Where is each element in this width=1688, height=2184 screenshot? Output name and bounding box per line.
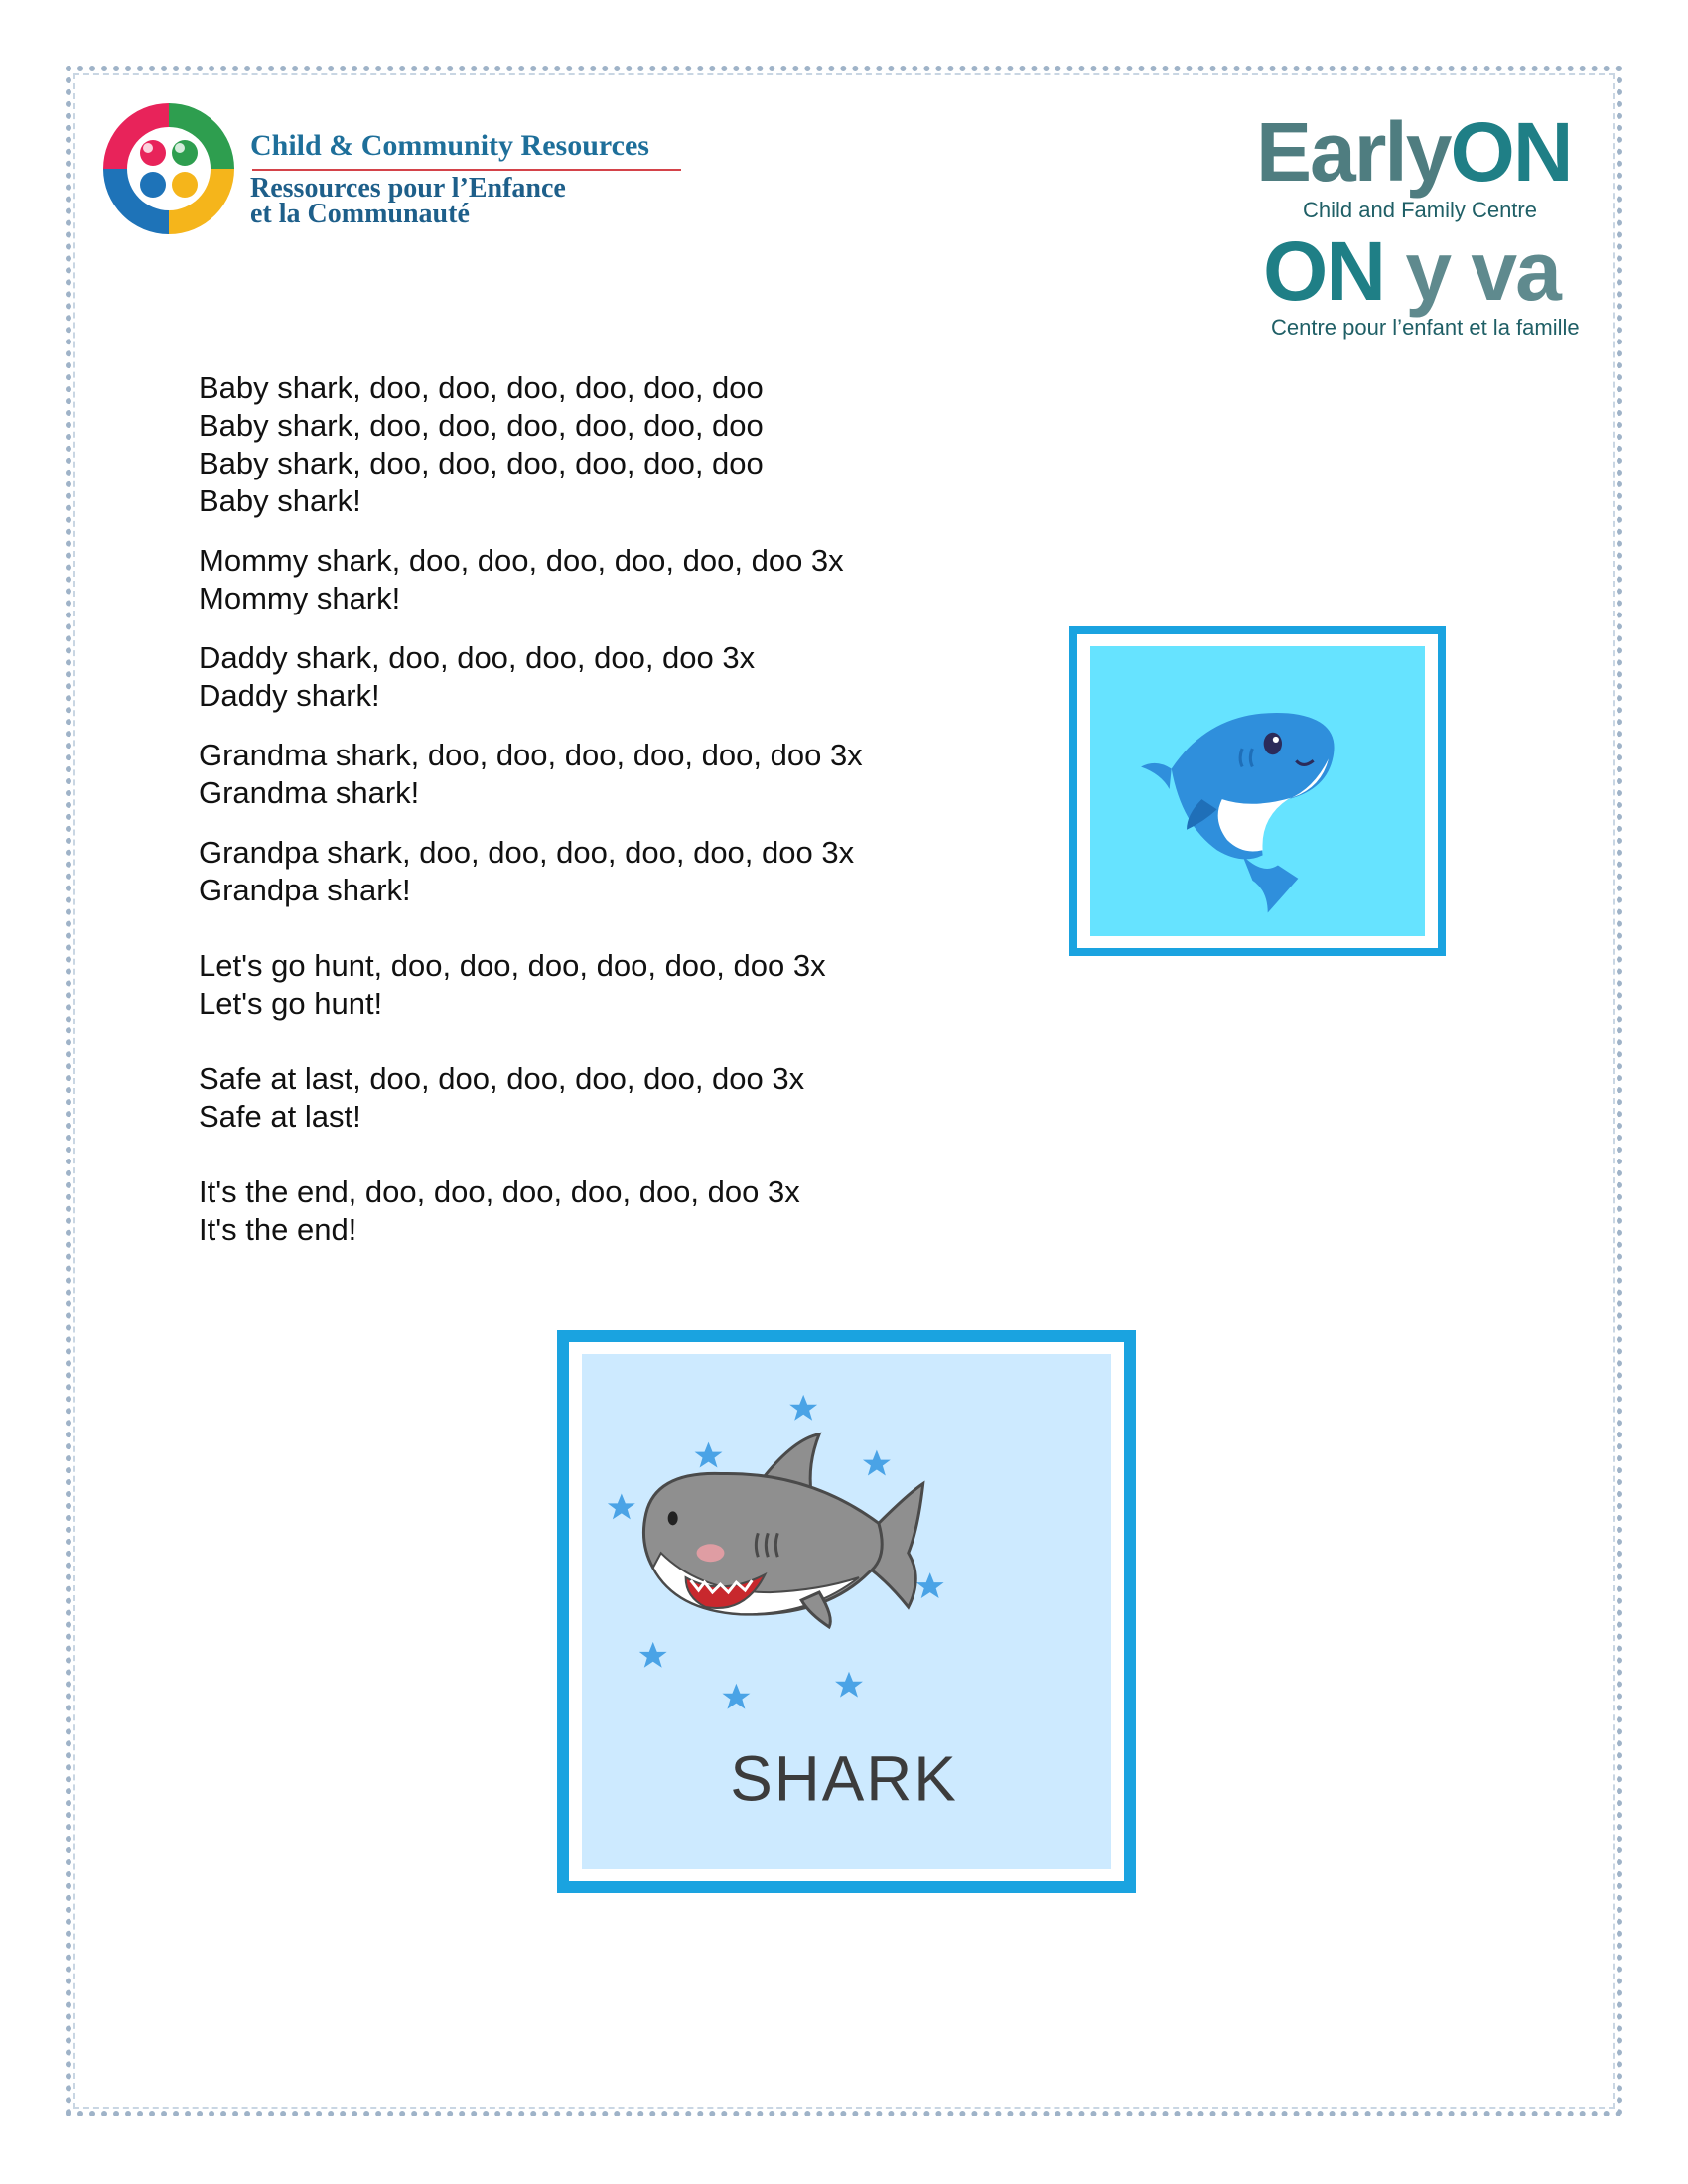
earlyon-wordmark	[1256, 104, 1572, 201]
stanza-hunt	[199, 947, 1053, 1023]
shark-picture	[582, 1354, 1111, 1869]
shark-picture-frame	[557, 1330, 1136, 1893]
stanza-end	[199, 1173, 1053, 1249]
stanza-safe	[199, 1060, 1053, 1136]
ccr-logo	[99, 99, 695, 238]
lyric-line: Baby shark, doo, doo, doo, doo, doo, doo	[199, 446, 764, 480]
lyric-line: Safe at last, doo, doo, doo, doo, doo, doo 3x	[199, 1061, 805, 1096]
onyva-word-on: ON	[1263, 224, 1384, 318]
stanza-mommy	[199, 542, 1053, 617]
lyric-line: Grandma shark!	[199, 775, 420, 810]
lyric-line: Mommy shark, doo, doo, doo, doo, doo, doo 3x	[199, 543, 844, 578]
lyric-line: It's the end, doo, doo, doo, doo, doo, doo 3x	[199, 1174, 800, 1209]
lyric-line: Mommy shark!	[199, 581, 401, 615]
stanza-grandma	[199, 737, 1053, 812]
onyva-wordmark	[1263, 223, 1560, 320]
lyric-line: Daddy shark, doo, doo, doo, doo, doo 3x	[199, 640, 756, 675]
ccr-name-en: Child & Community Resources	[250, 129, 649, 162]
lyric-line: Safe at last!	[199, 1099, 361, 1134]
ccr-name-fr-line2: et la Communauté	[250, 199, 470, 229]
ccr-name-fr-line1: Ressources pour l’Enfance	[250, 173, 566, 204]
stanza-grandpa	[199, 834, 1053, 909]
onyva-word-yva: y va	[1405, 224, 1560, 318]
baby-shark-icon	[1090, 646, 1425, 936]
earlyon-tagline-en: Child and Family Centre	[1303, 198, 1537, 222]
lyric-line: Baby shark, doo, doo, doo, doo, doo, doo	[199, 408, 764, 443]
earlyon-word-on: ON	[1450, 105, 1572, 199]
grey-shark-icon	[582, 1354, 1111, 1869]
earlyon-word-early: Early	[1256, 105, 1451, 199]
lyric-line: Grandma shark, doo, doo, doo, doo, doo, doo 3x	[199, 738, 863, 772]
baby-shark-picture-frame	[1069, 626, 1446, 956]
lyric-line: Grandpa shark, doo, doo, doo, doo, doo, doo 3x	[199, 835, 855, 870]
lyric-line: Let's go hunt!	[199, 986, 383, 1021]
lyric-line: Baby shark, doo, doo, doo, doo, doo, doo	[199, 370, 764, 405]
earlyon-tagline-fr: Centre pour l’enfant et la famille	[1271, 315, 1580, 340]
earlyon-logo	[1241, 104, 1579, 352]
lyric-line: Baby shark!	[199, 483, 361, 518]
baby-shark-picture	[1090, 646, 1425, 936]
shark-label: SHARK	[730, 1742, 958, 1815]
song-lyrics	[199, 369, 1053, 1249]
lyric-line: Grandpa shark!	[199, 873, 411, 907]
stanza-baby	[199, 369, 1053, 520]
lyric-line: Let's go hunt, doo, doo, doo, doo, doo, doo 3x	[199, 948, 826, 983]
ccr-divider	[252, 169, 681, 171]
lyric-line: Daddy shark!	[199, 678, 380, 713]
stanza-daddy	[199, 639, 1053, 715]
ccr-emblem-icon	[99, 99, 238, 238]
lyric-line: It's the end!	[199, 1212, 357, 1247]
